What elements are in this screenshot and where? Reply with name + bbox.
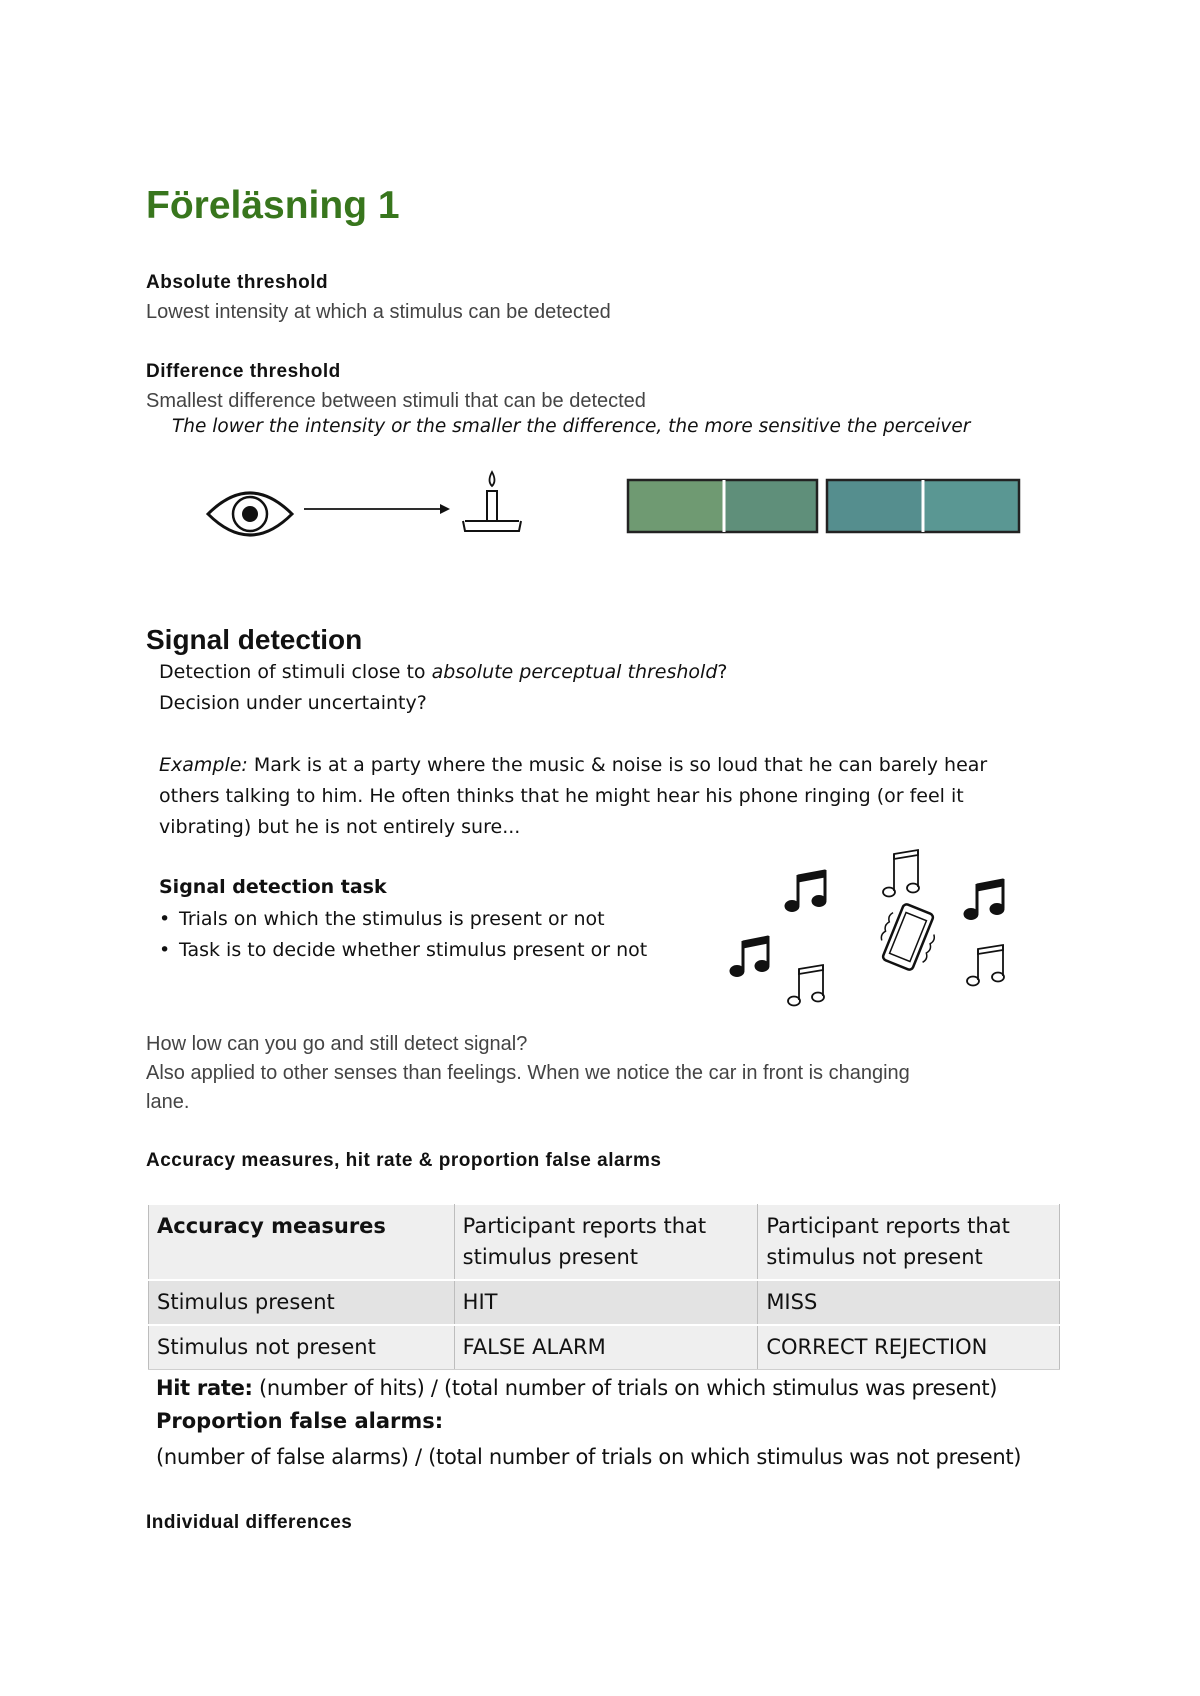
signal-detection-task-heading: Signal detection task	[159, 876, 387, 898]
swatch-1	[628, 480, 724, 532]
swatch-3	[827, 480, 923, 532]
list-item: • Trials on which the stimulus is present or not	[159, 908, 605, 930]
accuracy-table	[148, 1204, 1060, 1370]
phone-icon	[874, 900, 943, 974]
music-note-icon	[883, 850, 919, 897]
candle-icon	[463, 472, 521, 531]
difference-threshold-text: Smallest difference between stimuli that can be detected	[146, 390, 646, 412]
arrow-icon	[304, 504, 450, 514]
example-paragraph: Example: Mark is at a party where the music & noise is so loud that he can barely hear others talking to him. He often thinks that he might hear his phone ringing (or feel it vibrating) but he is not entirely sure...	[159, 754, 988, 838]
music-note-icon	[785, 870, 826, 912]
sensitivity-note: The lower the intensity or the smaller the difference, the more sensitive the perceiver	[172, 416, 971, 437]
eye-candle-illustration	[200, 462, 530, 542]
table-row	[149, 1325, 1060, 1370]
table-cell: HIT	[454, 1280, 758, 1325]
color-swatches	[626, 478, 1022, 536]
table-cell: CORRECT REJECTION	[758, 1325, 1060, 1370]
list-item: • Task is to decide whether stimulus present or not	[159, 939, 648, 961]
table-cell: MISS	[758, 1280, 1060, 1325]
table-header-row	[149, 1205, 1060, 1281]
music-note-icon	[967, 945, 1004, 986]
accuracy-heading: Accuracy measures, hit rate & proportion false alarms	[146, 1150, 662, 1171]
table-cell: Stimulus present	[149, 1280, 455, 1325]
swatch-2	[724, 480, 817, 532]
proportion-false-alarms-label: Proportion false alarms:	[156, 1409, 444, 1433]
signal-detection-line2: Decision under uncertainty?	[159, 692, 427, 714]
notes-line2: Also applied to other senses than feelings. When we notice the car in front is changing	[146, 1062, 910, 1084]
swatch-4	[923, 480, 1019, 532]
task-bullet-list	[159, 904, 647, 966]
eye-icon	[208, 493, 292, 535]
music-note-icon	[730, 936, 769, 977]
music-note-icon	[964, 879, 1004, 920]
table-header-cell: Accuracy measures	[149, 1205, 455, 1281]
table-header-cell: Participant reports that stimulus present	[454, 1205, 758, 1281]
absolute-threshold-heading: Absolute threshold	[146, 272, 329, 293]
notes-line1: How low can you go and still detect signal?	[146, 1033, 528, 1055]
page-title: Föreläsning 1	[146, 184, 400, 227]
absolute-threshold-text: Lowest intensity at which a stimulus can be detected	[146, 301, 611, 323]
individual-differences-heading: Individual differences	[146, 1512, 353, 1533]
notes-line3: lane.	[146, 1091, 190, 1113]
proportion-false-alarms-formula: (number of false alarms) / (total number of trials on which stimulus was not present)	[156, 1445, 1022, 1469]
hit-rate-formula: Hit rate: (number of hits) / (total number of trials on which stimulus was present)	[156, 1376, 998, 1400]
signal-detection-line1: Detection of stimuli close to absolute perceptual threshold?	[159, 661, 728, 683]
signal-detection-heading: Signal detection	[146, 624, 363, 655]
table-cell: Stimulus not present	[149, 1325, 455, 1370]
table-header-cell: Participant reports that stimulus not present	[758, 1205, 1060, 1281]
table-cell: FALSE ALARM	[454, 1325, 758, 1370]
table-row	[149, 1280, 1060, 1325]
difference-threshold-heading: Difference threshold	[146, 361, 341, 382]
music-note-icon	[788, 965, 824, 1006]
music-phone-illustration	[715, 845, 1025, 1015]
